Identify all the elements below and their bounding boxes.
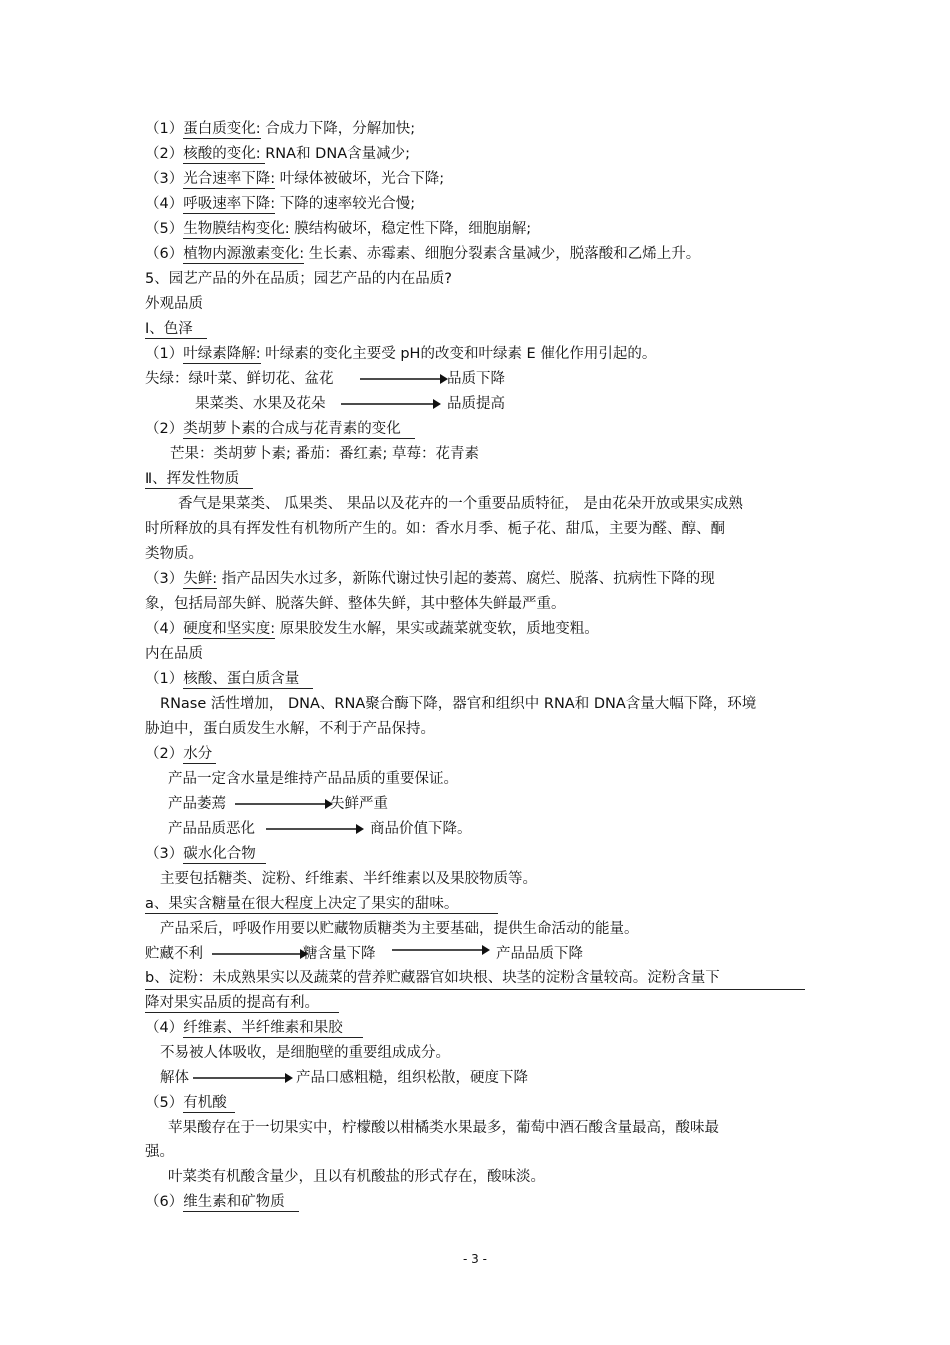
text-line: 产品品质恶化 [168, 821, 255, 837]
text-line: （3）光合速率下降: 叶绿体被破坏，光合下降; [145, 171, 445, 187]
text-line: 产品萎蔫 [168, 796, 226, 812]
arrow-icon [212, 948, 308, 960]
text-line: 果菜类、水果及花朵 [195, 396, 326, 412]
arrow-icon [341, 398, 441, 410]
arrow-icon [235, 798, 333, 810]
page-number: - 3 - [463, 1252, 487, 1266]
text-line: （1）核酸、蛋白质含量 [145, 669, 313, 689]
text-line: 类物质。 [145, 546, 203, 562]
text-line: （3）碳水化合物 [145, 844, 266, 864]
text-line: （2）水分 [145, 744, 216, 764]
text-line: （2）核酸的变化: RNA和 DNA含量减少; [145, 146, 411, 162]
text-line: 不易被人体吸收，是细胞壁的重要组成成分。 [160, 1045, 450, 1061]
text-line: （5）有机酸 [145, 1093, 235, 1113]
text-line: 芒果：类胡萝卜素; 番茄：番红素; 草莓：花青素 [170, 446, 479, 462]
text-line: 产品口感粗糙，组织松散，硬度下降 [296, 1070, 528, 1086]
text-line: 品质下降 [447, 371, 505, 387]
text-line: （1）蛋白质变化: 合成力下降，分解加快; [145, 121, 416, 137]
text-line: a、果实含糖量在很大程度上决定了果实的甜味。 [145, 894, 498, 914]
text-line: 产品采后，呼吸作用要以贮藏物质糖类为主要基础，提供生命活动的能量。 [160, 921, 639, 937]
subsection-heading: Ⅰ、色泽 [145, 319, 207, 339]
text-line: 象，包括局部失鲜、脱落失鲜、整体失鲜，其中整体失鲜最严重。 [145, 596, 566, 612]
text-line: 强。 [145, 1144, 174, 1160]
arrow-icon [360, 373, 448, 385]
arrow-icon [266, 823, 364, 835]
text-line: 产品品质下降 [496, 946, 583, 962]
section-heading: 内在品质 [145, 646, 203, 662]
text-line: 贮藏不利 [145, 946, 203, 962]
text-line: 叶菜类有机酸含量少，且以有机酸盐的形式存在，酸味淡。 [168, 1169, 545, 1185]
section-heading: 外观品质 [145, 296, 203, 312]
text-line: （6）植物内源激素变化: 生长素、赤霉素、细胞分裂素含量减少，脱落酸和乙烯上升。 [145, 246, 701, 262]
text-line: （5）生物膜结构变化: 膜结构破坏，稳定性下降，细胞崩解; [145, 221, 532, 237]
text-line: （3）失鲜: 指产品因失水过多，新陈代谢过快引起的萎蔫、腐烂、脱落、抗病性下降的现 [145, 571, 715, 587]
text-line: （4）硬度和坚实度: 原果胶发生水解，果实或蔬菜就变软，质地变粗。 [145, 621, 599, 637]
text-line: RNase 活性增加， DNA、RNA聚合酶下降，器官和组织中 RNA和 DNA含量大幅下降，环境 [160, 696, 757, 712]
text-line: 糖含量下降 [303, 946, 376, 962]
arrow-icon [193, 1072, 293, 1084]
subsection-heading: Ⅱ、挥发性物质 [145, 469, 253, 489]
text-line: 产品一定含水量是维持产品品质的重要保证。 [168, 771, 458, 787]
text-line: b、淀粉：未成熟果实以及蔬菜的营养贮藏器官如块根、块茎的淀粉含量较高。淀粉含量下 [145, 968, 805, 990]
text-line: 失鲜严重 [330, 796, 388, 812]
text-line: 解体 [160, 1070, 189, 1086]
text-line: 商品价值下降。 [370, 821, 472, 837]
text-line: （1）叶绿素降解: 叶绿素的变化主要受 pH的改变和叶绿素 E 催化作用引起的。 [145, 346, 657, 362]
text-line: 香气是果菜类、 瓜果类、 果品以及花卉的一个重要品质特征， 是由花朵开放或果实成熟 [178, 496, 743, 512]
text-line: （4）纤维素、半纤维素和果胶 [145, 1018, 363, 1038]
question-heading: 5、园艺产品的外在品质；园艺产品的内在品质? [145, 271, 452, 287]
text-line: 苹果酸存在于一切果实中，柠檬酸以柑橘类水果最多，葡萄中酒石酸含量最高，酸味最 [168, 1120, 719, 1136]
text-line: （4）呼吸速率下降: 下降的速率较光合慢; [145, 196, 416, 212]
text-line: 品质提高 [447, 396, 505, 412]
text-line: 失绿：绿叶菜、鲜切花、盆花 [145, 371, 334, 387]
arrow-icon [392, 944, 490, 956]
text-line: 主要包括糖类、淀粉、纤维素、半纤维素以及果胶物质等。 [160, 871, 537, 887]
text-line: 降对果实品质的提高有利。 [145, 993, 339, 1013]
text-line: （6）维生素和矿物质 [145, 1192, 299, 1212]
text-line: （2）类胡萝卜素的合成与花青素的变化 [145, 419, 415, 439]
text-line: 时所释放的具有挥发性有机物所产生的。如：香水月季、栀子花、甜瓜，主要为醛、醇、酮 [145, 521, 725, 537]
text-line: 胁迫中，蛋白质发生水解，不利于产品保持。 [145, 721, 435, 737]
